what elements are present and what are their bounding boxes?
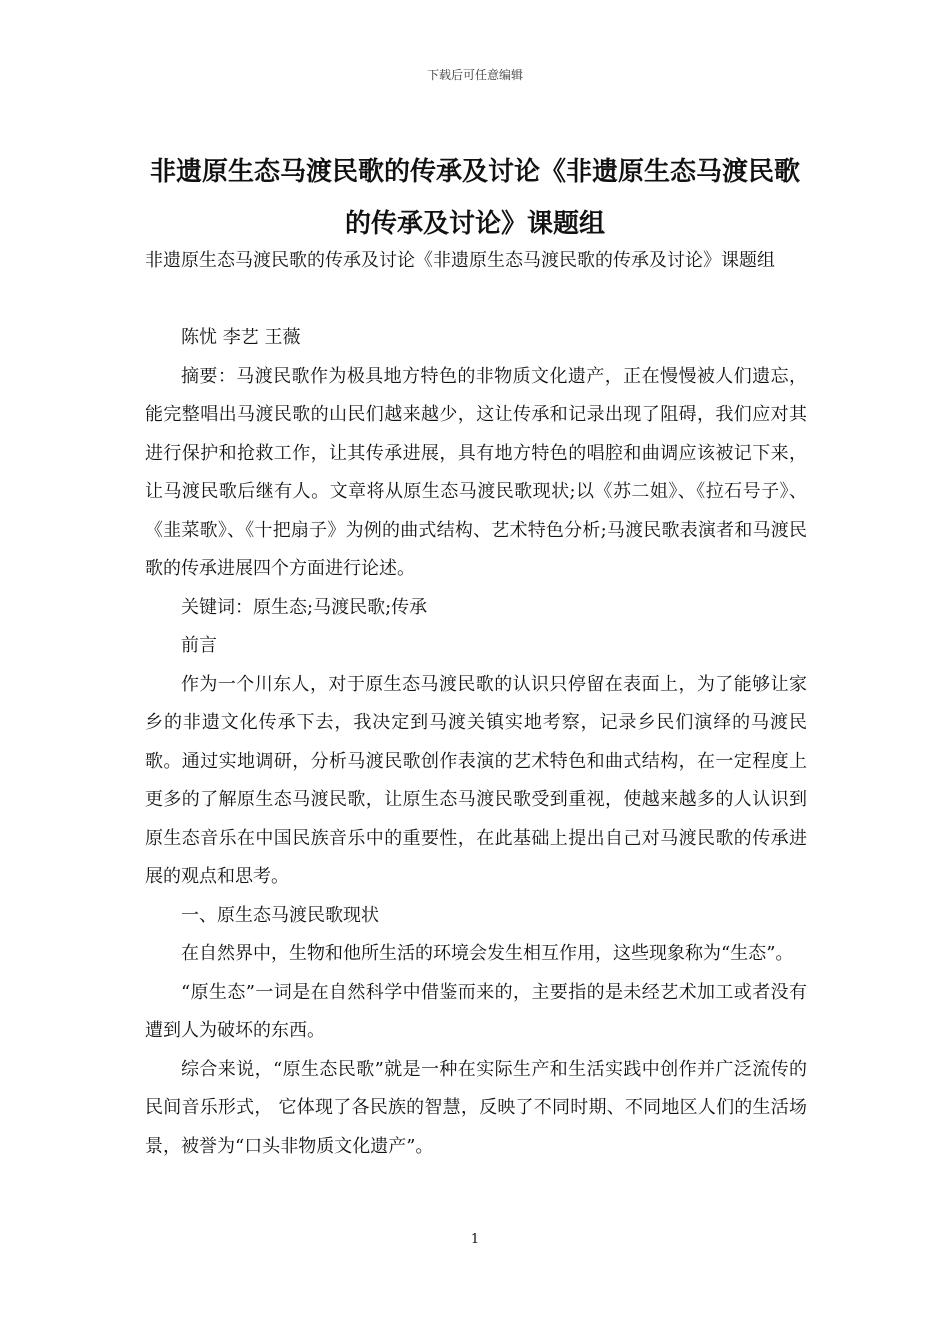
authors: 陈忧 李艺 王薇 xyxy=(181,327,301,348)
document-title: 非遗原生态马渡民歌的传承及讨论《非遗原生态马渡民歌的传承及讨论》课题组 xyxy=(149,157,800,239)
subtitle: 非遗原生态马渡民歌的传承及讨论《非遗原生态马渡民歌的传承及讨论》课题组 xyxy=(145,250,775,271)
section-heading: 一、原生态马渡民歌现状 xyxy=(181,904,379,926)
blank-line xyxy=(145,281,807,320)
document-body xyxy=(145,242,807,1166)
keywords: 关键词：原生态;马渡民歌;传承 xyxy=(181,596,428,618)
paragraph: 综合来说，“原生态民歌”就是一种在实际生产和生活实践中创作并广泛流传的民间音乐形式， 它体现了各民族的智慧，反映了不同时期、不同地区人们的生活场景，被誉为“口头非物质文化遗产”。 xyxy=(145,1058,807,1157)
page-number: 1 xyxy=(470,1232,480,1247)
paragraph: 在自然界中，生物和他所生活的环境会发生相互作用，这些现象称为“生态”。 xyxy=(181,943,794,964)
preface-heading: 前言 xyxy=(181,635,217,656)
header-note: 下载后可任意编辑 xyxy=(426,68,523,82)
abstract-paragraph: 摘要：马渡民歌作为极具地方特色的非物质文化遗产，正在慢慢被人们遗忘，能完整唱出马渡民歌的山民们越来越少，这让传承和记录出现了阻碍，我们应对其进行保护和抢救工作，让其传承进展，具有地方特色的唱腔和曲调应该被记下来，让马渡民歌后继有人。文章将从原生态马渡民歌现状;以《苏二姐》、《拉石号子》、《韭菜歌》、《十把扇子》为例的曲式结构、艺术特色分析;马渡民歌表演者和马渡民歌的传承进展四个方面进行论述。 xyxy=(145,365,807,579)
paragraph: “原生态”一词是在自然科学中借鉴而来的，主要指的是未经艺术加工或者没有遭到人为破坏的东西。 xyxy=(145,981,807,1041)
preface-paragraph: 作为一个川东人，对于原生态马渡民歌的认识只停留在表面上，为了能够让家乡的非遗文化传承下去，我决定到马渡关镇实地考察，记录乡民们演绎的马渡民歌。通过实地调研，分析马渡民歌创作表演的艺术特色和曲式结构，在一定程度上更多的了解原生态马渡民歌，让原生态马渡民歌受到重视，使越来越多的人认识到原生态音乐在中国民族音乐中的重要性，在此基础上提出自己对马渡民歌的传承进展的观点和思考。 xyxy=(145,673,807,887)
